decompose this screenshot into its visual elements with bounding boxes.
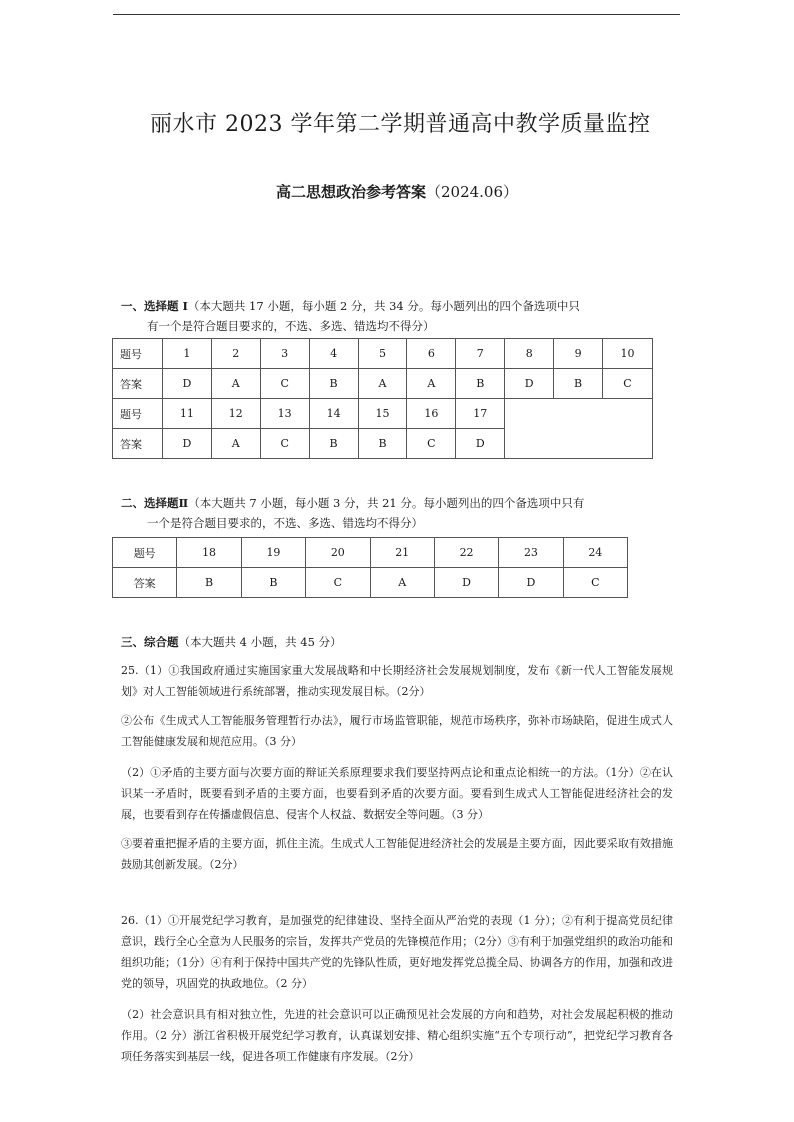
row-label-answer: 答案	[113, 568, 177, 598]
answer-cell: B	[309, 429, 358, 459]
question-number: 5	[358, 339, 407, 369]
section3-label: 三、综合题	[121, 635, 179, 649]
row-label-answer: 答案	[113, 429, 163, 459]
section2-desc2: 一个是符合题目要求的，不选、多选、错选均不得分）	[147, 516, 423, 530]
table-row	[113, 369, 653, 399]
question-number: 1	[162, 339, 211, 369]
answer-26-2: （2）社会意识具有相对独立性，先进的社会意识可以正确预见社会发展的方向和趋势，对社会发展起积极的推动作用。（2 分）浙江省积极开展党纪学习教育，认真谋划安排、精心组织实施“五个专项行动”，把党纪学习教育各项任务落实到基层一线，促进各项工作健康有序发展。（2分）	[121, 1008, 673, 1063]
question-number: 12	[211, 399, 260, 429]
question-number: 23	[499, 538, 563, 568]
table-row	[113, 568, 628, 598]
section1-desc: （本大题共 17 小题，每小题 2 分，共 34 分。每小题列出的四个备选项中只	[187, 299, 580, 313]
answer-cell: D	[434, 568, 498, 598]
answer-cell: A	[407, 369, 456, 399]
question-number: 19	[241, 538, 305, 568]
question-number: 2	[211, 339, 260, 369]
section2-desc: （本大题共 7 小题，每小题 3 分，共 21 分。每小题列出的四个备选项中只有	[188, 496, 585, 510]
question-number: 22	[434, 538, 498, 568]
answer-cell: D	[162, 429, 211, 459]
question-number: 9	[554, 339, 603, 369]
answer-cell: B	[554, 369, 603, 399]
subtitle-date: （2024.06）	[425, 183, 519, 201]
question-number: 8	[505, 339, 554, 369]
table-row	[113, 399, 653, 429]
answer-cell: A	[211, 429, 260, 459]
row-label-question: 题号	[113, 339, 163, 369]
answer-25-1-part1: 25.（1）①我国政府通过实施国家重大发展战略和中长期经济社会发展规划制度，发布《新一代人工智能发展规划》对人工智能领域进行系统部署，推动实现发展目标。（2分）	[121, 664, 673, 698]
page-title: 丽水市 2023 学年第二学期普通高中教学质量监控	[150, 112, 651, 137]
question-number: 21	[370, 538, 434, 568]
answer-25-1-part2: ②公布《生成式人工智能服务管理暂行办法》，履行市场监管职能，规范市场秩序，弥补市场缺陷，促进生成式人工智能健康发展和规范应用。（3 分）	[121, 714, 673, 748]
subtitle	[0, 181, 794, 202]
question-number: 3	[260, 339, 309, 369]
question-number: 10	[603, 339, 653, 369]
answer-26-1: 26.（1）①开展党纪学习教育，是加强党的纪律建设、坚持全面从严治党的表现（1 分）；②有利于提高党员纪律意识，践行全心全意为人民服务的宗旨，发挥共产党员的先锋模范作用；（2分）③有利于加强党组织的政治功能和组织功能；（1分）④有利于保持中国共产党的先锋队性质，更好地发挥党总揽全局、协调各方的作用，加强和改进党的领导，巩固党的执政地位。（2 分）	[121, 914, 673, 990]
section3-heading	[121, 632, 681, 652]
answer-cell: A	[358, 369, 407, 399]
answer-cell: D	[456, 429, 505, 459]
question-number: 24	[563, 538, 627, 568]
section2-table	[112, 537, 628, 598]
answer-cell: C	[260, 369, 309, 399]
row-label-question: 题号	[113, 399, 163, 429]
table-row	[113, 538, 628, 568]
answer-cell: C	[603, 369, 653, 399]
top-rule	[113, 14, 680, 15]
subtitle-text: 高二思想政治参考答案	[275, 183, 426, 201]
row-label-question: 题号	[113, 538, 177, 568]
answer-25-2-part1: （2）①矛盾的主要方面与次要方面的辩证关系原理要求我们要坚持两点论和重点论相统一的方法。（1分）②在认识某一矛盾时，既要看到矛盾的主要方面，也要看到矛盾的次要方面。要看到生成式人工智能促进经济社会的发展，也要看到存在传播虚假信息、侵害个人权益、数据安全等问题。（3 分）	[121, 766, 673, 821]
question-number: 16	[407, 399, 456, 429]
question-number: 4	[309, 339, 358, 369]
answer-cell: B	[241, 568, 305, 598]
answer-cell: D	[162, 369, 211, 399]
question-number: 7	[456, 339, 505, 369]
answer-cell: B	[358, 429, 407, 459]
question-number: 11	[162, 399, 211, 429]
question-number: 18	[177, 538, 241, 568]
question-number: 15	[358, 399, 407, 429]
answer-25-2-part2: ③要着重把握矛盾的主要方面，抓住主流。生成式人工智能促进经济社会的发展是主要方面，因此要采取有效措施鼓励其创新发展。（2分）	[121, 837, 673, 871]
empty-cell	[505, 399, 653, 459]
answer-cell: C	[563, 568, 627, 598]
section1-label: 一、选择题 I	[121, 299, 188, 313]
table-row	[113, 339, 653, 369]
answer-cell: B	[456, 369, 505, 399]
answer-cell: B	[309, 369, 358, 399]
answer-cell: B	[177, 568, 241, 598]
section1-desc2: 有一个是符合题目要求的，不选、多选、错选均不得分）	[147, 319, 435, 333]
answer-cell: C	[306, 568, 370, 598]
answer-cell: C	[260, 429, 309, 459]
section1-heading	[121, 296, 681, 336]
answer-cell: D	[499, 568, 563, 598]
answer-cell: D	[505, 369, 554, 399]
section2-heading	[121, 493, 681, 533]
answer-cell: C	[407, 429, 456, 459]
question-number: 6	[407, 339, 456, 369]
row-label-answer: 答案	[113, 369, 163, 399]
question-number: 20	[306, 538, 370, 568]
section2-label: 二、选择题Ⅱ	[121, 496, 189, 510]
question-number: 13	[260, 399, 309, 429]
answer-cell: A	[211, 369, 260, 399]
question-number: 14	[309, 399, 358, 429]
section1-table	[112, 338, 653, 459]
section3-desc: （本大题共 4 小题，共 45 分）	[178, 635, 342, 649]
answer-cell: A	[370, 568, 434, 598]
question-number: 17	[456, 399, 505, 429]
